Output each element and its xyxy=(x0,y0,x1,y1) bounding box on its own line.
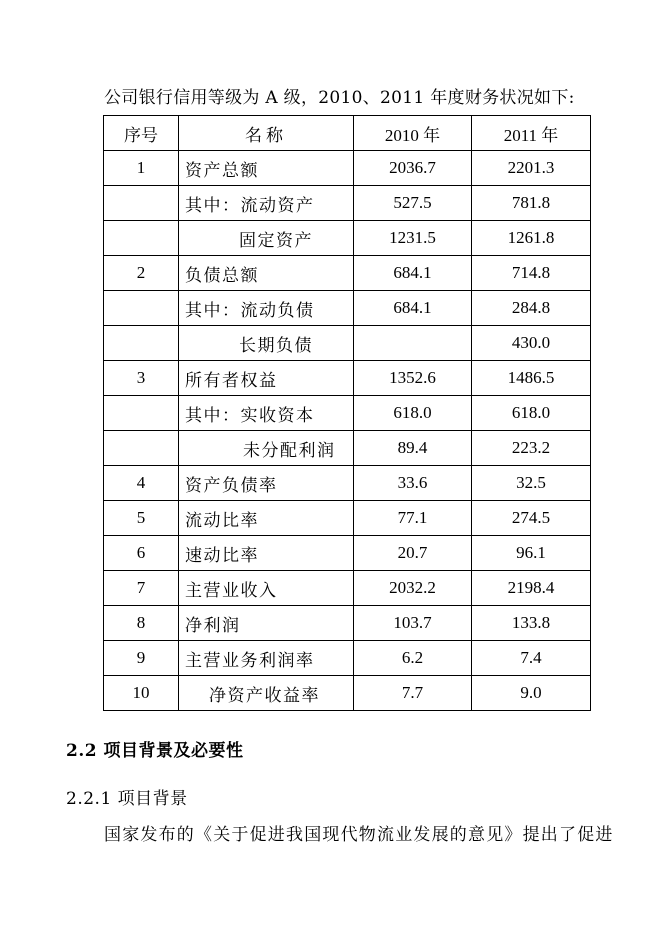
row-2011: 284.8 xyxy=(472,291,591,326)
row-no xyxy=(104,221,179,256)
header-name: 名称 xyxy=(179,116,354,151)
row-no: 8 xyxy=(104,606,179,641)
row-name: 其中：流动资产 xyxy=(179,186,354,221)
header-no: 序号 xyxy=(104,116,179,151)
row-no: 3 xyxy=(104,361,179,396)
subsection-heading: 2.2.1 项目背景 xyxy=(66,789,188,809)
row-2011: 1486.5 xyxy=(472,361,591,396)
row-2011: 9.0 xyxy=(472,676,591,711)
row-name: 主营业收入 xyxy=(179,571,354,606)
table-row xyxy=(104,466,591,501)
row-no xyxy=(104,326,179,361)
table-row xyxy=(104,221,591,256)
row-name: 未分配利润 xyxy=(179,431,354,466)
row-name: 负债总额 xyxy=(179,256,354,291)
row-2010 xyxy=(354,326,472,361)
table-row xyxy=(104,326,591,361)
row-no xyxy=(104,186,179,221)
body-paragraph: 国家发布的《关于促进我国现代物流业发展的意见》提出了促进 xyxy=(104,825,614,845)
row-name: 其中：实收资本 xyxy=(179,396,354,431)
row-name: 主营业务利润率 xyxy=(179,641,354,676)
table-row xyxy=(104,396,591,431)
row-2011: 2198.4 xyxy=(472,571,591,606)
row-name: 资产负债率 xyxy=(179,466,354,501)
row-no xyxy=(104,431,179,466)
table-row xyxy=(104,431,591,466)
row-2010: 2036.7 xyxy=(354,151,472,186)
header-2010: 2010 年 xyxy=(354,116,472,151)
row-2010: 1231.5 xyxy=(354,221,472,256)
row-2010: 1352.6 xyxy=(354,361,472,396)
row-name: 长期负债 xyxy=(179,326,354,361)
row-2010: 103.7 xyxy=(354,606,472,641)
row-2010: 7.7 xyxy=(354,676,472,711)
table-row xyxy=(104,361,591,396)
row-2010: 527.5 xyxy=(354,186,472,221)
row-2010: 2032.2 xyxy=(354,571,472,606)
row-2011: 2201.3 xyxy=(472,151,591,186)
row-2011: 7.4 xyxy=(472,641,591,676)
table-row xyxy=(104,256,591,291)
row-2011: 223.2 xyxy=(472,431,591,466)
row-2011: 714.8 xyxy=(472,256,591,291)
intro-text: 公司银行信用等级为 A 级，2010、2011 年度财务状况如下: xyxy=(104,88,575,108)
row-name: 速动比率 xyxy=(179,536,354,571)
table-row xyxy=(104,186,591,221)
row-2010: 618.0 xyxy=(354,396,472,431)
row-no xyxy=(104,291,179,326)
financial-table xyxy=(103,115,591,711)
table-row xyxy=(104,291,591,326)
row-name: 所有者权益 xyxy=(179,361,354,396)
row-2011: 781.8 xyxy=(472,186,591,221)
row-2011: 1261.8 xyxy=(472,221,591,256)
row-no: 7 xyxy=(104,571,179,606)
row-no xyxy=(104,396,179,431)
table-row xyxy=(104,571,591,606)
table-row xyxy=(104,536,591,571)
row-no: 6 xyxy=(104,536,179,571)
row-2011: 618.0 xyxy=(472,396,591,431)
row-2010: 20.7 xyxy=(354,536,472,571)
row-2010: 33.6 xyxy=(354,466,472,501)
row-2010: 6.2 xyxy=(354,641,472,676)
row-2010: 89.4 xyxy=(354,431,472,466)
row-no: 5 xyxy=(104,501,179,536)
row-name: 流动比率 xyxy=(179,501,354,536)
row-2010: 684.1 xyxy=(354,291,472,326)
table-row xyxy=(104,151,591,186)
row-2011: 32.5 xyxy=(472,466,591,501)
row-2011: 96.1 xyxy=(472,536,591,571)
row-no: 2 xyxy=(104,256,179,291)
row-2011: 133.8 xyxy=(472,606,591,641)
row-name: 净利润 xyxy=(179,606,354,641)
row-name: 其中：流动负债 xyxy=(179,291,354,326)
row-name: 资产总额 xyxy=(179,151,354,186)
row-no: 4 xyxy=(104,466,179,501)
section-heading: 2.2 项目背景及必要性 xyxy=(66,741,244,761)
row-2010: 77.1 xyxy=(354,501,472,536)
row-2010: 684.1 xyxy=(354,256,472,291)
row-no: 10 xyxy=(104,676,179,711)
table-row xyxy=(104,501,591,536)
table-row xyxy=(104,641,591,676)
row-no: 9 xyxy=(104,641,179,676)
table-header-row xyxy=(104,116,591,151)
table-row xyxy=(104,676,591,711)
row-2011: 274.5 xyxy=(472,501,591,536)
header-2011: 2011 年 xyxy=(472,116,591,151)
row-no: 1 xyxy=(104,151,179,186)
table-row xyxy=(104,606,591,641)
row-2011: 430.0 xyxy=(472,326,591,361)
row-name: 固定资产 xyxy=(179,221,354,256)
row-name: 净资产收益率 xyxy=(179,676,354,711)
